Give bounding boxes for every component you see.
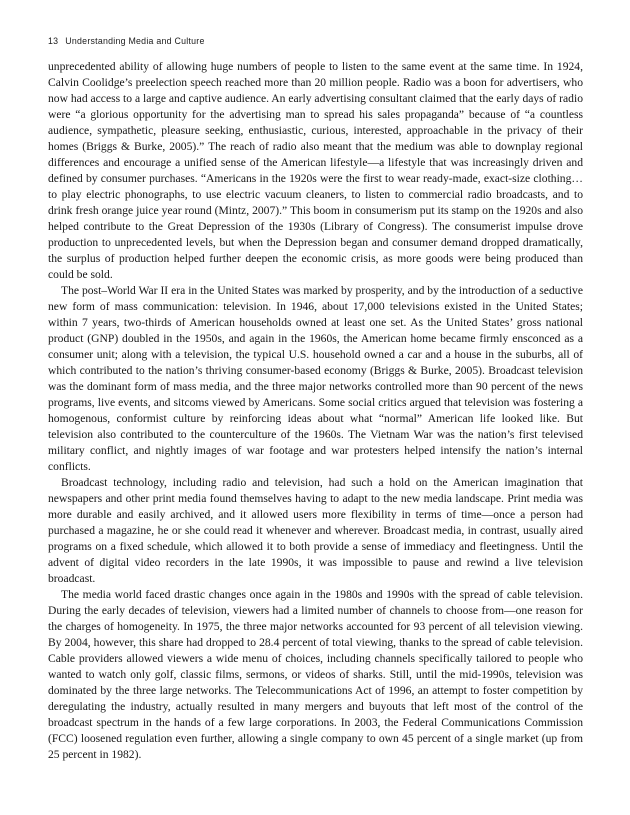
book-title: Understanding Media and Culture xyxy=(65,36,205,46)
page-number: 13 xyxy=(48,36,59,46)
body-paragraph: The media world faced drastic changes once again in the 1980s and 1990s with the spread of cable television. During the early decades of television, viewers had a limited number of channels to choose from—one reason for the charges of homogeneity. In 1975, the three major networks accounted for 93 percent of all television viewing. By 2004, however, this share had dropped to 28.4 percent of total viewing, thanks to the spread of cable television. Cable providers allowed viewers a wide menu of choices, including channels specifically tailored to people who wanted to watch only golf, classic films, sermons, or videos of sharks. Still, until the mid-1990s, television was dominated by the three large networks. The Telecommunications Act of 1996, an attempt to foster competition by deregulating the industry, actually resulted in many mergers and buyouts that left most of the control of the broadcast spectrum in the hands of a few large corporations. In 2003, the Federal Communications Commission (FCC) loosened regulation even further, allowing a single company to own 45 percent of a single market (up from 25 percent in 1982). xyxy=(48,588,583,761)
body-paragraph: Broadcast technology, including radio and television, had such a hold on the American imagination that newspapers and other print media found themselves having to adapt to the new media landscape. Print media was more durable and easily archived, and it allowed users more flexibility in terms of time—once a person had purchased a magazine, he or she could read it whenever and wherever. Broadcast media, in contrast, usually aired programs on a fixed schedule, which allowed it to both provide a sense of immediacy and fleetingness. Until the advent of digital video recorders in the late 1990s, it was impossible to pause and rewind a live television broadcast. xyxy=(48,476,583,585)
running-head xyxy=(48,36,583,46)
body-paragraph: unprecedented ability of allowing huge numbers of people to listen to the same event at the same time. In 1924, Calvin Coolidge’s preelection speech reached more than 20 million people. Radio was a boon for advertisers, who now had access to a large and captive audience. An early advertising consultant claimed that the early days of radio were “a glorious opportunity for the advertising man to spread his sales propaganda” because of “a countless audience, sympathetic, pleasure seeking, enthusiastic, curious, interested, approachable in the privacy of their homes (Briggs & Burke, 2005).” The reach of radio also meant that the medium was able to downplay regional differences and encourage a unified sense of the American lifestyle—a lifestyle that was increasingly driven and defined by consumer purchases. “Americans in the 1920s were the first to wear ready-made, exact-size clothing…to play electric phonographs, to use electric vacuum cleaners, to listen to commercial radio broadcasts, and to drink fresh orange juice year round (Mintz, 2007).” This boom in consumerism put its stamp on the 1920s and also helped contribute to the Great Depression of the 1930s (Library of Congress). The consumerist impulse drove production to unprecedented levels, but when the Depression began and consumer demand dropped dramatically, the surplus of production helped further deepen the economic crisis, as more goods were being produced than could be sold. xyxy=(48,60,583,281)
body-paragraph: The post–World War II era in the United States was marked by prosperity, and by the introduction of a seductive new form of mass communication: television. In 1946, about 17,000 televisions existed in the United States; within 7 years, two-thirds of American households owned at least one set. As the United States’ gross national product (GNP) doubled in the 1950s, and again in the 1960s, the American home became firmly ensconced as a consumer unit; along with a television, the typical U.S. household owned a car and a house in the suburbs, all of which contributed to the nation’s thriving consumer-based economy (Briggs & Burke, 2005). Broadcast television was the dominant form of mass media, and the three major networks controlled more than 90 percent of the news programs, live events, and sitcoms viewed by Americans. Some social critics argued that television was fostering a homogenous, conformist culture by reinforcing ideas about what “normal” American life looked like. But television also contributed to the counterculture of the 1960s. The Vietnam War was the nation’s first televised military conflict, and nightly images of war footage and war protesters helped intensify the nation’s internal conflicts. xyxy=(48,284,583,473)
page-body xyxy=(48,59,583,763)
